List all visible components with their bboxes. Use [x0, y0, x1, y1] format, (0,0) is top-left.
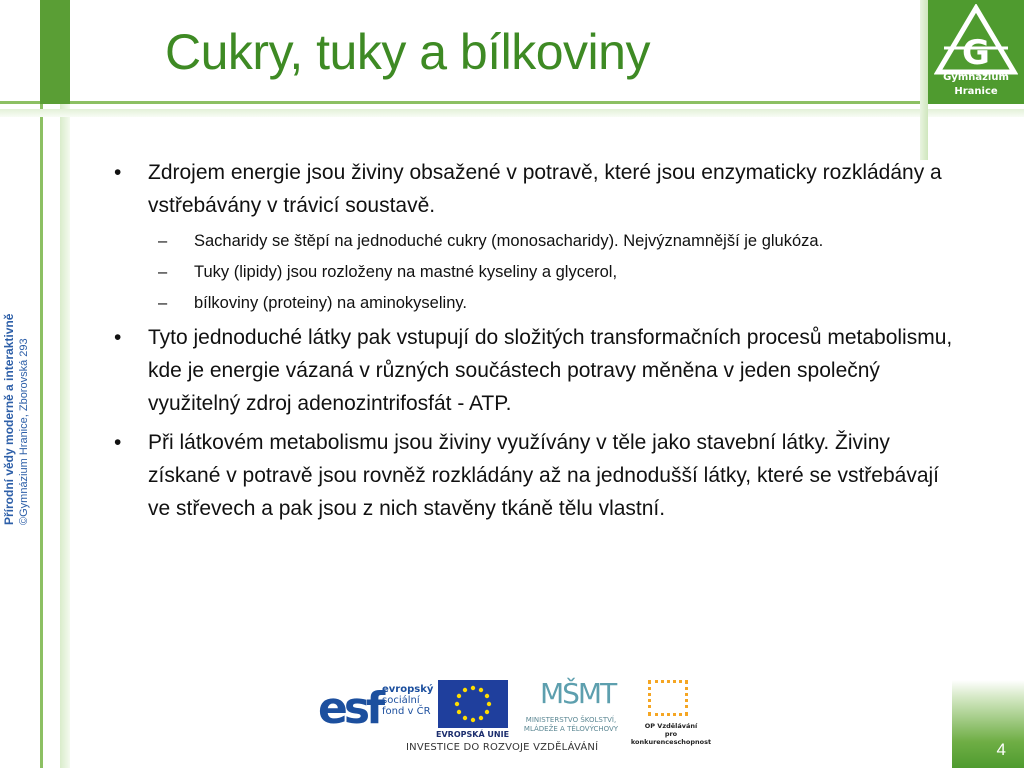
sub-bullet-text: Tuky (lipidy) jsou rozloženy na mastné kyseliny a glycerol, [194, 263, 618, 281]
bullet-item [110, 156, 960, 222]
page-number-box [952, 680, 1024, 768]
side-caption [2, 255, 62, 525]
eu-flag-icon [438, 680, 508, 728]
investice-caption: INVESTICE DO ROZVOJE VZDĚLÁVÁNÍ [406, 742, 599, 753]
sub-bullet-text: bílkoviny (proteiny) na aminokyseliny. [194, 294, 467, 312]
eu-caption: EVROPSKÁ UNIE [436, 730, 510, 739]
logo-text-line2: Hranice [954, 86, 998, 97]
sub-bullet-marker: – [158, 294, 168, 312]
frame-horizontal-band [0, 109, 1024, 117]
esf-logo-text [382, 684, 433, 717]
bullet-marker: • [114, 161, 122, 184]
op-line1: OP Vzdělávání [644, 722, 698, 730]
esf-logo-letters: esf [318, 683, 382, 734]
logo-text-line1: Gymnázium [943, 72, 1009, 83]
esf-line3: fond v ČR [382, 706, 431, 717]
msmt-line1: MINISTERSTVO ŠKOLSTVÍ, [525, 716, 617, 724]
sub-bullet-item [110, 290, 960, 317]
slide-title: Cukry, tuky a bílkoviny [165, 24, 650, 80]
side-caption-project: Přírodní vědy moderně a interaktivně [2, 313, 16, 525]
esf-logo [318, 680, 434, 738]
sub-bullet-item [110, 228, 960, 255]
school-logo [928, 0, 1024, 104]
frame-corner-block [40, 0, 70, 104]
msmt-caption [510, 716, 632, 734]
sub-bullet-item [110, 259, 960, 286]
funding-logos [318, 676, 718, 761]
frame-horizontal-line [0, 101, 1024, 104]
msmt-line2: MLÁDEŽE A TĚLOVÝCHOVY [523, 725, 619, 733]
sub-bullet-marker: – [158, 232, 168, 250]
esf-line1: evropský [382, 684, 434, 695]
sub-bullet-marker: – [158, 263, 168, 281]
bullet-item [110, 321, 960, 420]
bullet-text: Zdrojem energie jsou živiny obsažené v potravě, které jsou enzymaticky rozkládány a vstřebávány v trávicí soustavě. [148, 161, 942, 217]
msmt-logo: MŠMT [540, 677, 616, 710]
bullet-item [110, 426, 960, 525]
page-number: 4 [996, 740, 1006, 759]
logo-side-band [920, 0, 928, 160]
esf-line2: sociální [382, 695, 420, 706]
bullet-marker: • [114, 431, 122, 454]
op-line2: pro konkurenceschopnost [630, 730, 712, 746]
side-caption-copyright: ©Gymnázium Hranice, Zborovská 293 [18, 338, 30, 525]
op-caption [628, 722, 714, 746]
bullet-text: Tyto jednoduché látky pak vstupují do složitých transformačních procesů metabolismu, kde je energie vázaná v různých součástech potravy měněna v jeden společný využitelný zdroj adenozintrifosfát - ATP. [148, 326, 953, 415]
slide-content [110, 156, 960, 531]
bullet-text: Při látkovém metabolismu jsou živiny využívány v těle jako stavební látky. Živiny získané v potravě jsou rovněž rozkládány až na jednodušší látky, které se vstřebávají ve střevech a pak jsou z nich stavěny tkáně tělu vlastní. [148, 431, 940, 520]
svg-text:G: G [962, 33, 990, 73]
bullet-marker: • [114, 326, 122, 349]
op-logo-icon [648, 680, 688, 716]
sub-bullet-text: Sacharidy se štěpí na jednoduché cukry (monosacharidy). Nejvýznamnější je glukóza. [194, 232, 824, 250]
logo-triangle-icon [934, 4, 1018, 76]
